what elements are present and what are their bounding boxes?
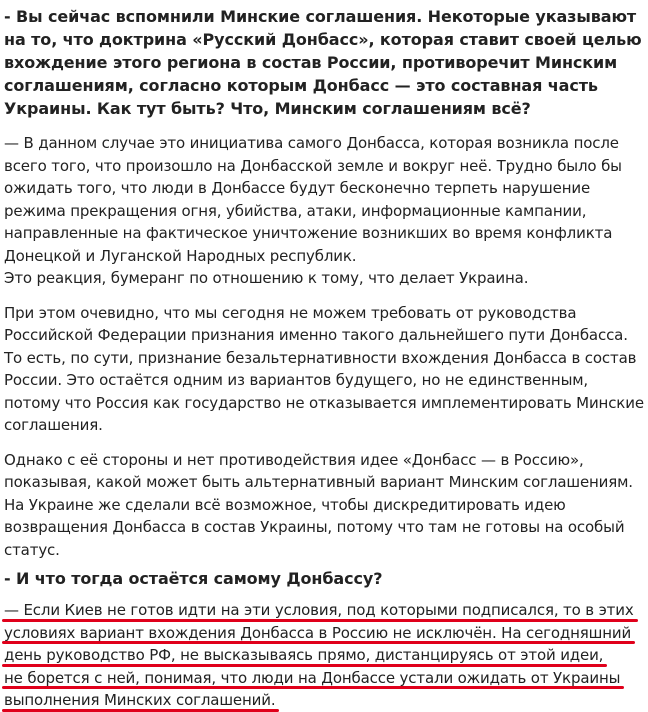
answer-1-paragraph-2: Это реакция, бумеранг по отношению к тому, что делает Украина.	[4, 269, 529, 287]
highlighted-line	[4, 599, 644, 622]
highlighted-line	[4, 667, 644, 690]
highlighted-line	[4, 689, 644, 712]
article-body	[4, 0, 644, 712]
highlighted-line-text: — Если Киев не готов идти на эти условия, под которыми подписался, то в этих	[4, 601, 634, 619]
red-underline	[2, 619, 638, 622]
highlighted-line-text: не борется с ней, понимая, что люди на Донбассе устали ожидать от Украины	[4, 668, 621, 687]
answer-1-paragraph-4: Однако с её стороны и нет противодействия идее «Донбасс — в Россию», показывая, какой может быть альтернативный вариант Минским соглашениям. На Украине же сделали всё возможное, чтобы дискредитировать идею возвращения Донбасса в состав Украины, потому что там не готовы на особый статус.	[4, 450, 633, 559]
highlighted-line-text: выполнения Минских соглашений.	[4, 691, 276, 709]
highlighted-line	[4, 622, 644, 645]
red-underline	[2, 709, 279, 712]
red-underline	[2, 641, 635, 644]
red-underline	[2, 686, 624, 689]
answer-1-paragraph-3: При этом очевидно, что мы сегодня не можем требовать от руководства Российской Федерации признания именно такого дальнейшего пути Донбасса. То есть, по сути, признание безальтернативности вхождения Донбасса в состав России. Это остаётся одним из вариантов будущего, но не единственным, потому что Россия как государство не отказывается имплементировать Минские соглашения.	[4, 303, 644, 434]
highlighted-line-text: день руководство РФ, не высказываясь прямо, дистанцируясь от этой идеи,	[4, 646, 604, 664]
highlighted-line	[4, 644, 644, 667]
highlighted-answer	[4, 598, 644, 712]
answer-1-paragraph-1: — В данном случае это инициатива самого Донбасса, которая возникла после всего того, что произошло на Донбасской земле и вокруг неё. Трудно было бы ожидать того, что люди в Донбассе будут бесконечно терпеть нарушение режима прекращения огня, убийства, атаки, информационные кампании, направленные на фактическое уничтожение возникших во время конфликта Донецкой и Луганской Народных республик.	[4, 134, 622, 265]
question-2: - И что тогда остаётся самому Донбассу?	[4, 569, 383, 588]
red-underline	[2, 664, 607, 667]
highlighted-line-text: условиях вариант вхождения Донбасса в Россию не исключён. На сегодняшний	[4, 623, 632, 642]
question-1: - Вы сейчас вспомнили Минские соглашения. Некоторые указывают на то, что доктрина «Русский Донбасс», которая ставит своей целью вхождение этого региона в состав России, противоречит Минским соглашениям, согласно которым Донбасс — это составная часть Украины. Как тут быть? Что, Минским соглашениям всё?	[4, 7, 642, 118]
